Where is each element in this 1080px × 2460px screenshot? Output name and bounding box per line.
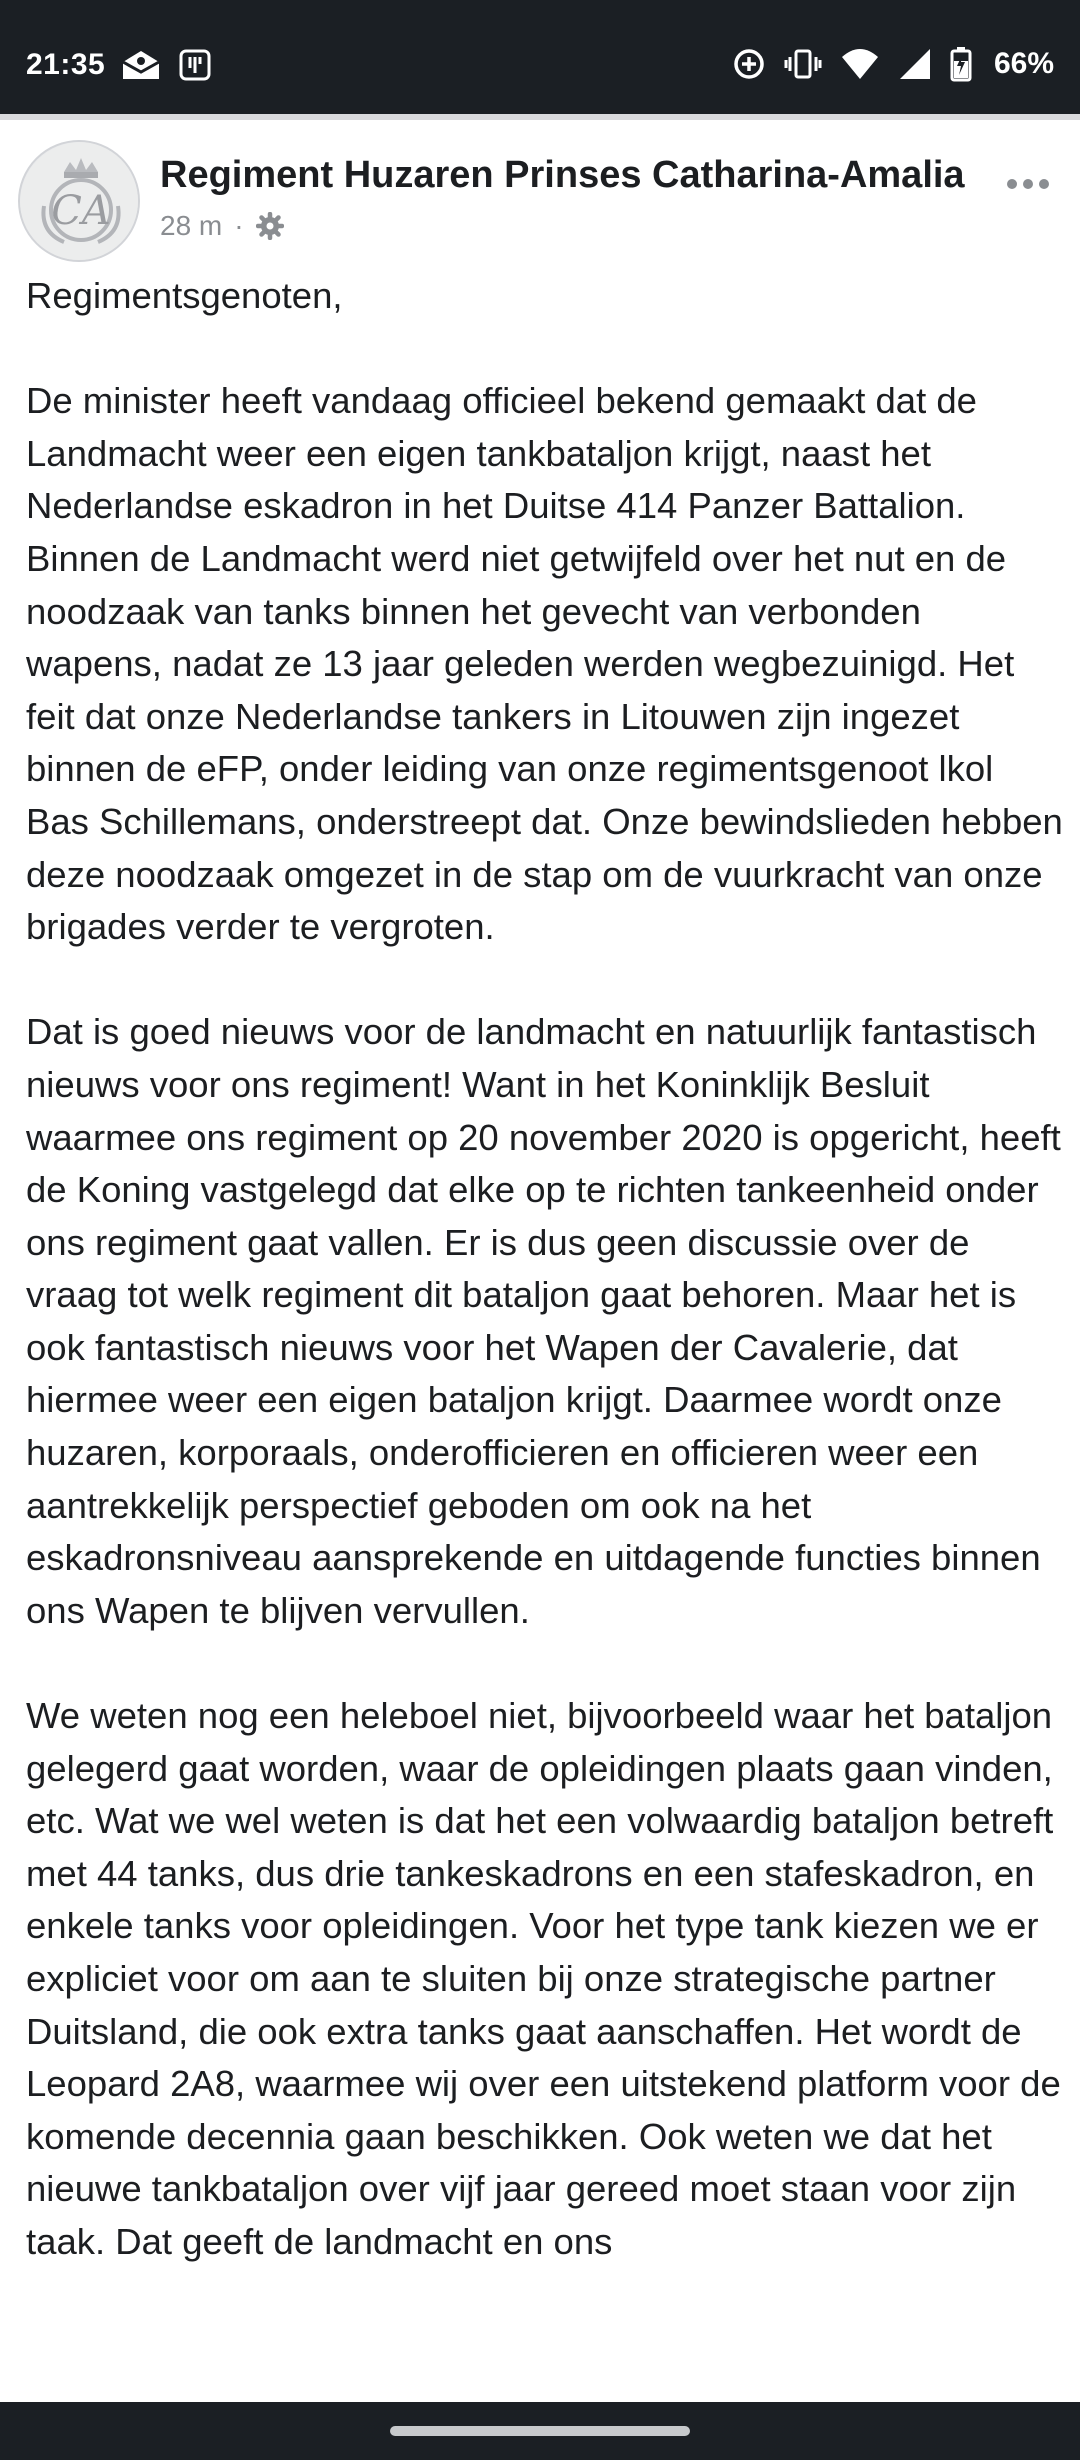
status-bar — [0, 0, 1080, 114]
mail-open-icon — [120, 48, 162, 82]
page-name[interactable]: Regiment Huzaren Prinses Catharina-Amalia — [160, 154, 965, 196]
post-paragraph: Dat is goed nieuws voor de landmacht en natuurlijk fantastisch nieuws voor ons regiment! Want in het Koninklijk Besluit waarmee ons regiment op 20 november 2020 is opgericht, heeft de Koning vastgelegd dat elke op te richten tankeenheid onder ons regiment gaat vallen. Er is dus geen discussie over de vraag tot welk regiment dit bataljon gaat behoren. Maar het is ook fantastisch nieuws voor het Wapen der Cavalerie, dat hiermee weer een eigen bataljon krijgt. Daarmee wordt onze huzaren, korporaals, onderofficieren en officieren weer een aantrekkelijk perspectief geboden om ook na het eskadronsniveau aansprekende en uitdagende functies binnen ons Wapen te blijven vervullen. — [26, 1011, 1061, 1631]
phone-notification-icon — [178, 48, 212, 82]
post-paragraph: Regimentsgenoten, — [26, 275, 343, 316]
navigation-bar — [0, 2402, 1080, 2460]
more-options-button[interactable] — [998, 164, 1058, 204]
status-system-icons — [732, 46, 1054, 82]
wifi-icon — [840, 47, 880, 81]
home-gesture-handle[interactable] — [390, 2426, 690, 2436]
cellular-signal-icon — [898, 47, 932, 81]
gear-icon — [256, 212, 284, 240]
regiment-crest-logo — [20, 142, 140, 262]
battery-percent: 66% — [993, 47, 1054, 80]
more-dot-icon — [1007, 179, 1017, 189]
battery-charging-icon — [950, 46, 972, 82]
post-header — [0, 120, 1080, 270]
status-notification-icons — [120, 48, 212, 82]
post-body — [26, 270, 1066, 2402]
post-timestamp[interactable]: 28 m — [160, 210, 223, 241]
svg-text:CA: CA — [51, 188, 111, 234]
more-dot-icon — [1039, 179, 1049, 189]
page-avatar[interactable] — [18, 140, 140, 262]
post-paragraph: De minister heeft vandaag officieel bekend gemaakt dat de Landmacht weer een eigen tankbataljon krijgt, naast het Nederlandse eskadron in het Duitse 414 Panzer Battalion. Binnen de Landmacht werd niet getwijfeld over het nut en de noodzaak van tanks binnen het gevecht van verbonden wapens, nadat ze 13 jaar geleden werden wegbezuinigd. Het feit dat onze Nederlandse tankers in Litouwen zijn ingezet binnen de eFP, onder leiding van onze regimentsgenoot lkol Bas Schillemans, onderstreept dat. Onze bewindslieden hebben deze noodzaak omgezet in de stap om de vuurkracht van onze brigades verder te vergroten. — [26, 380, 1063, 948]
meta-separator: · — [234, 210, 244, 241]
post-meta — [160, 210, 284, 242]
more-dot-icon — [1023, 179, 1033, 189]
post-paragraph: We weten nog een heleboel niet, bijvoorbeeld waar het bataljon gelegerd gaat worden, waar de opleidingen plaats gaan vinden, etc. Wat we wel weten is dat het een volwaardig bataljon betreft met 44 tanks, dus drie tankeskadrons en een stafeskadron, en enkele tanks voor opleidingen. Voor het type tank kiezen we er expliciet voor om aan te sluiten bij onze strategische partner Duitsland, die ook extra tanks gaat aanschaffen. Het wordt de Leopard 2A8, waarmee wij over een uitstekend platform voor de komende decennia gaan beschikken. Ook weten we dat het nieuwe tankbataljon over vijf jaar gereed moet staan voor zijn taak. Dat geeft de landmacht en ons — [26, 1695, 1061, 2262]
data-saver-icon — [732, 47, 766, 81]
status-time: 21:35 — [26, 48, 106, 81]
vibrate-icon — [784, 47, 822, 81]
